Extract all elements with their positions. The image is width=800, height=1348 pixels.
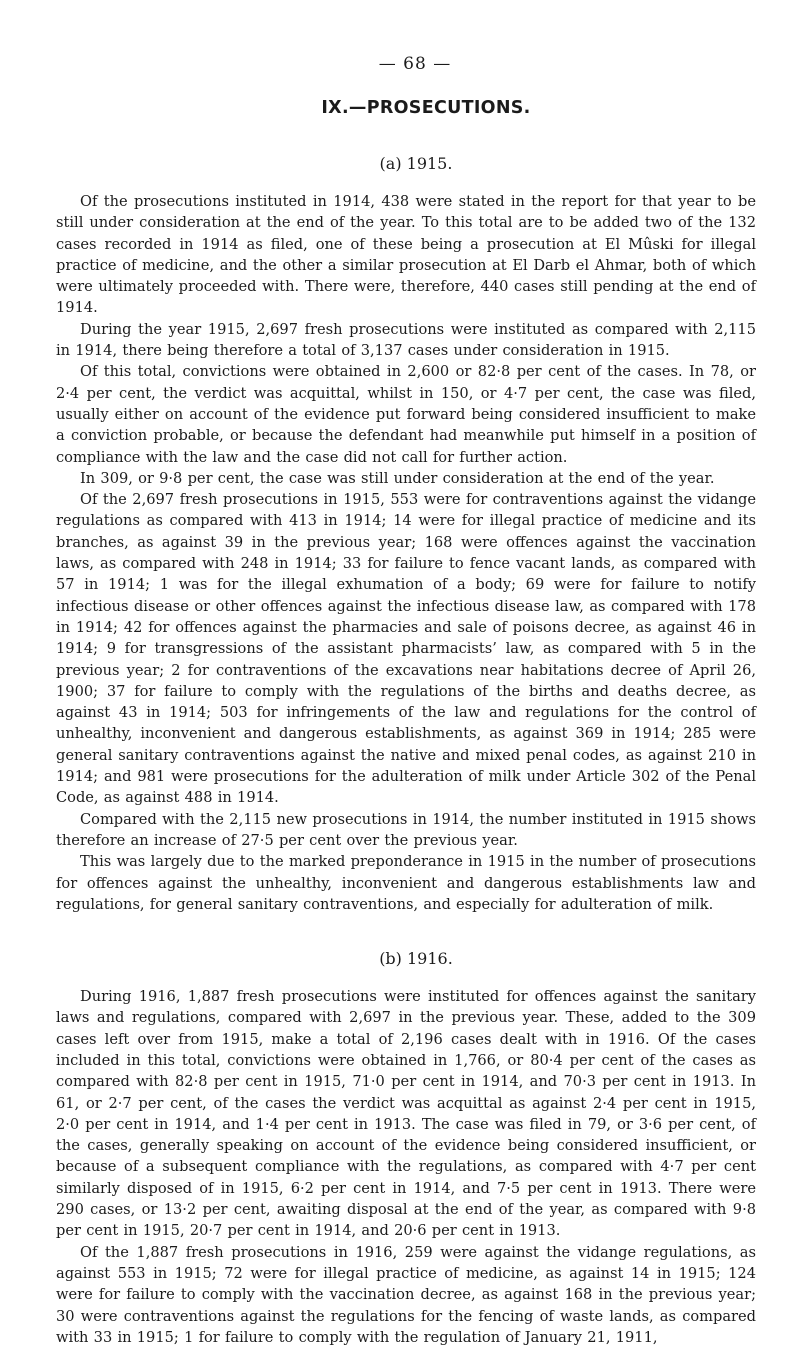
subsection-heading: (b) 1916. <box>379 949 453 969</box>
paragraph: During the year 1915, 2,697 fresh prosecutions were instituted as compared with 2,115 in 1914, there being therefore a total of 3,137 cases under consideration in 1915. <box>56 320 756 360</box>
paragraph: This was largely due to the marked preponderance in 1915 in the number of prosecutions for offences against the unhealthy, inconvenient and dangerous establishments law and regulations, for general sanitary contraventions, and especially for adulteration of milk. <box>56 853 756 913</box>
subsection-1915 <box>56 154 756 915</box>
page-number: — 68 — <box>378 54 452 74</box>
section-title: IX.—PROSECUTIONS. <box>321 98 531 118</box>
paragraph: Of the 2,697 fresh prosecutions in 1915, 553 were for contraventions against the vidange regulations as compared with 413 in 1914; 14 were for illegal practice of medicine and its branches, as against 39 in the previous year; 168 were offences against the vaccination laws, as compared with 248 in 1914; 33 for failure to fence vacant lands, as compared with 57 in 1914; 1 was for the illegal exhumation of a body; 69 were for failure to notify infectious disease or other offences against the infectious disease law, as compared with 178 in 1914; 42 for offences against the pharmacies and sale of poisons decree, as against 46 in 1914; 9 for transgressions of the assistant pharmacists’ law, as compared with 5 in the previous year; 2 for contraventions of the excavations near habitations decree of April 26, 1900; 37 for failure to comply with the regulations of the births and deaths decree, as against 43 in 1914; 503 for infringements of the law and regulations for the control of unhealthy, inconvenient and dangerous establishments, as against 369 in 1914; 285 were general sanitary contraventions against the native and mixed penal codes, as against 210 in 1914; and 981 were prosecutions for the adulteration of milk under Article 302 of the Penal Code, as against 488 in 1914. <box>56 491 756 807</box>
document-page <box>56 54 756 1348</box>
paragraph: During 1916, 1,887 fresh prosecutions were instituted for offences against the sanitary laws and regulations, compared with 2,697 in the previous year. These, added to the 309 cases left over from 1915, make a total of 2,196 cases dealt with in 1916. Of the cases included in this total, convictions were obtained in 1,766, or 80·4 per cent of the cases as compared with 82·8 per cent in 1915, 71·0 per cent in 1914, and 70·3 per cent in 1913. In 61, or 2·7 per cent, of the cases the verdict was acquittal as against 2·4 per cent in 1915, 2·0 per cent in 1914, and 1·4 per cent in 1913. The case was filed in 79, or 3·6 per cent, of the cases, generally speaking on account of the evidence being considered insufficient, or because of a subsequent compliance with the regulations, as compared with 4·7 per cent similarly disposed of in 1915, 6·2 per cent in 1914, and 7·5 per cent in 1913. There were 290 cases, or 13·2 per cent, awaiting disposal at the end of the year, as compared with 9·8 per cent in 1915, 20·7 per cent in 1914, and 20·6 per cent in 1913. <box>56 988 756 1240</box>
paragraph: Of this total, convictions were obtained in 2,600 or 82·8 per cent of the cases. In 78, or 2·4 per cent, the verdict was acquittal, whilst in 150, or 4·7 per cent, the case was filed, usually either on account of the evidence put forward being considered insufficient to make a conviction probable, or because the defendant had meanwhile put himself in a position of compliance with the law and the case did not call for further action. <box>56 363 756 466</box>
subsection-1916 <box>56 949 756 1348</box>
paragraph: Of the 1,887 fresh prosecutions in 1916, 259 were against the vidange regulations, as against 553 in 1915; 72 were for illegal practice of medicine, as against 14 in 1915; 124 were for failure to comply with the vaccination decree, as against 168 in the previous year; 30 were contraventions against the regulations for the fencing of waste lands, as compared with 33 in 1915; 1 for failure to comply with the regulation of January 21, 1911, <box>56 1243 756 1346</box>
paragraph: Compared with the 2,115 new prosecutions in 1914, the number instituted in 1915 shows therefore an increase of 27·5 per cent over the previous year. <box>56 810 756 849</box>
paragraph: Of the prosecutions instituted in 1914, 438 were stated in the report for that year to be still under consideration at the end of the year. To this total are to be added two of the 132 cases recorded in 1914 as filed, one of these being a prosecution at El Mûski for illegal practice of medicine, and the other a similar prosecution at El Darb el Ahmar, both of which were ultimately proceeded with. There were, therefore, 440 cases still pending at the end of 1914. <box>56 193 756 317</box>
paragraph: In 309, or 9·8 per cent, the case was still under consideration at the end of the year. <box>80 469 715 487</box>
subsection-heading: (a) 1915. <box>379 154 453 173</box>
